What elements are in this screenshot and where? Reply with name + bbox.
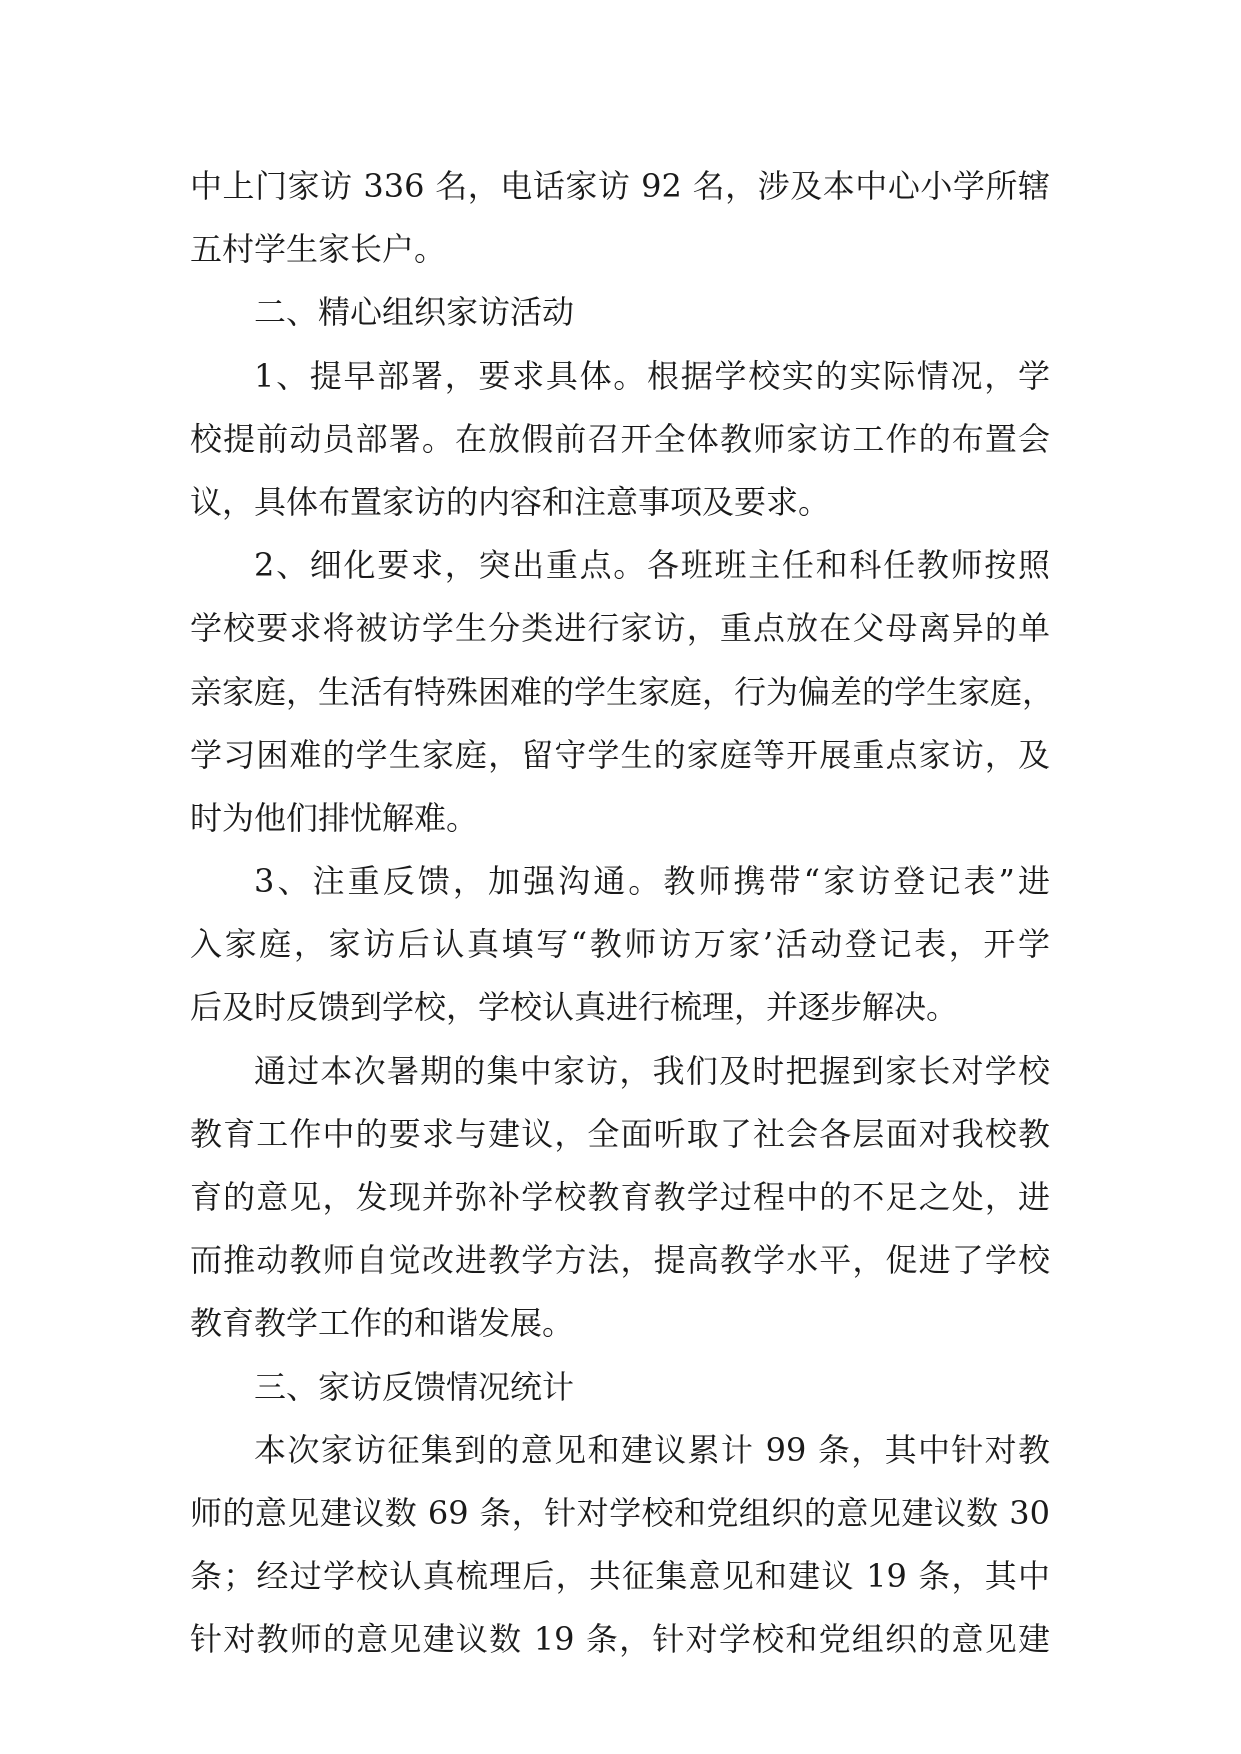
text-line: 入家庭，家访后认真填写“教师访万家’活动登记表，开学	[190, 925, 1050, 964]
text-line: 议，具体布置家访的内容和注意事项及要求。	[190, 482, 831, 521]
text-line: 学习困难的学生家庭，留守学生的家庭等开展重点家访，及	[190, 735, 1050, 774]
text-line: 亲家庭，生活有特殊困难的学生家庭，行为偏差的学生家庭，	[190, 672, 1055, 711]
text-line: 2、细化要求，突出重点。各班班主任和科任教师按照	[254, 546, 1050, 585]
document-body	[190, 155, 1055, 1672]
text-line: 中上门家访 336 名，电话家访 92 名，涉及本中心小学所辖	[190, 167, 1050, 205]
text-line: 本次家访征集到的意见和建议累计 99 条，其中针对教	[254, 1430, 1050, 1469]
text-line: 师的意见建议数 69 条，针对学校和党组织的意见建议数 30	[190, 1493, 1050, 1532]
text-line: 针对教师的意见建议数 19 条，针对学校和党组织的意见建	[190, 1620, 1050, 1659]
text-line: 1、提早部署，要求具体。根据学校实的实际情况，学	[254, 356, 1050, 395]
section-heading: 二、精心组织家访活动	[254, 293, 575, 332]
text-line: 教育工作中的要求与建议，全面听取了社会各层面对我校教	[190, 1114, 1050, 1153]
section-heading: 三、家访反馈情况统计	[254, 1367, 575, 1406]
text-line: 学校要求将被访学生分类进行家访，重点放在父母离异的单	[190, 609, 1050, 648]
text-line: 五村学生家长户。	[190, 230, 447, 269]
text-line: 而推动教师自觉改进教学方法，提高教学水平，促进了学校	[190, 1241, 1050, 1280]
text-line: 条；经过学校认真梳理后，共征集意见和建议 19 条，其中	[190, 1557, 1050, 1596]
text-line: 3、注重反馈，加强沟通。教师携带“家访登记表”进	[254, 862, 1050, 901]
text-line: 通过本次暑期的集中家访，我们及时把握到家长对学校	[254, 1051, 1050, 1090]
text-line: 教育教学工作的和谐发展。	[190, 1304, 575, 1343]
text-line: 校提前动员部署。在放假前召开全体教师家访工作的布置会	[190, 419, 1050, 458]
text-line: 后及时反馈到学校，学校认真进行梳理，并逐步解决。	[190, 988, 959, 1027]
text-line: 育的意见，发现并弥补学校教育教学过程中的不足之处，进	[190, 1178, 1050, 1216]
text-line: 时为他们排忧解难。	[190, 798, 479, 837]
